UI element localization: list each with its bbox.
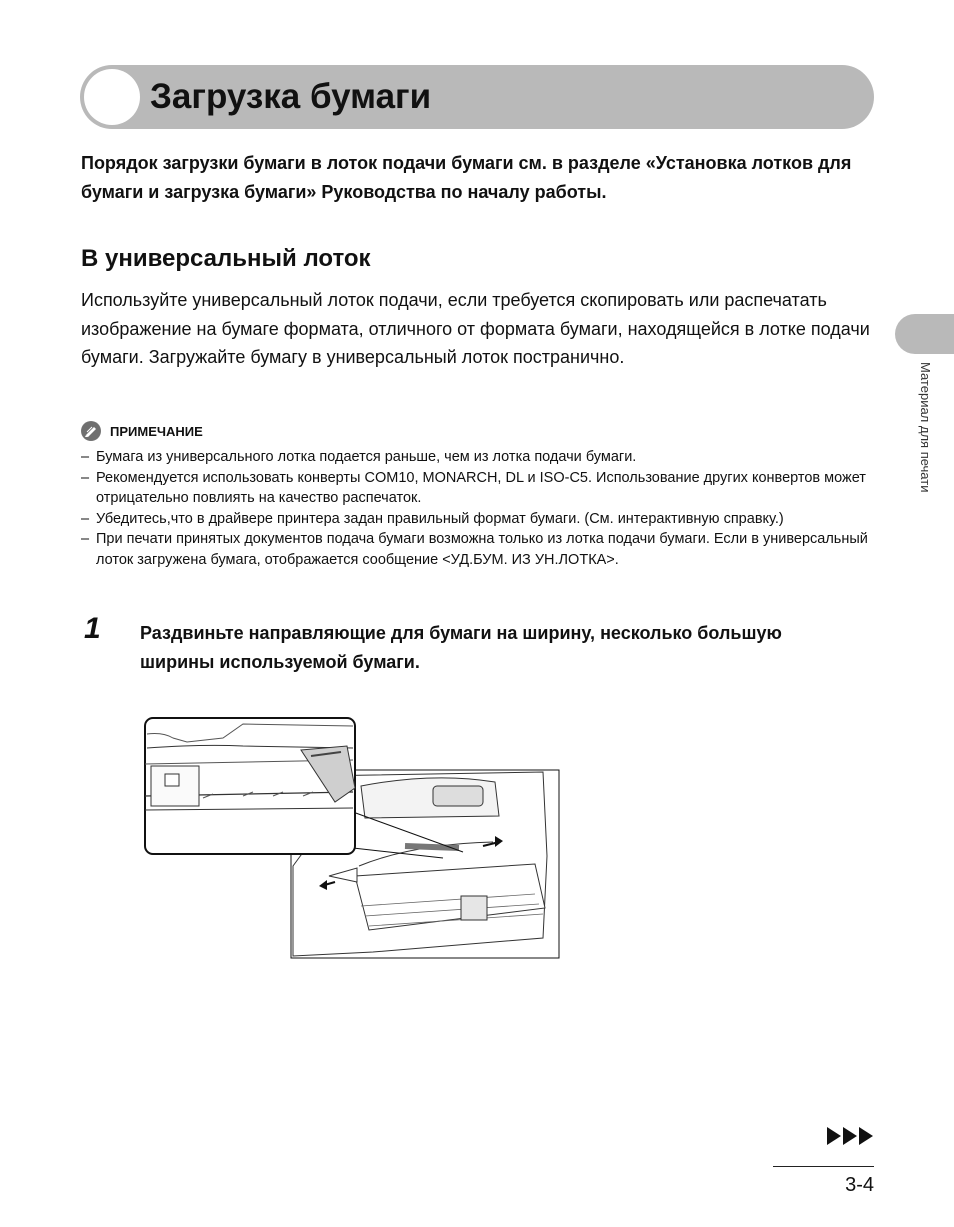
note-item: – Рекомендуется использовать конверты COM10, MONARCH, DL и ISO-C5. Использование других конвертов может отрицательно повлиять на качество распечаток. — [81, 469, 866, 506]
note-item: – Убедитесь,что в драйвере принтера задан правильный формат бумаги. (См. интерактивную справку.) — [81, 510, 784, 527]
chapter-side-label: Материал для печати — [918, 362, 933, 493]
title-circle-ornament — [84, 69, 140, 125]
paper-guide-illustration — [143, 716, 563, 962]
title-bar — [80, 65, 874, 129]
intro-paragraph: Порядок загрузки бумаги в лоток подачи бумаги см. в разделе «Установка лотков для бумаги и загрузка бумаги» Руководства по началу работы. — [81, 153, 852, 202]
note-pencil-icon — [81, 421, 101, 441]
section-body: Используйте универсальный лоток подачи, если требуется скопировать или распечатать изображение на бумаге формата, отличного от формата бумаги, находящейся в лотке подачи бумаги. Загружайте бумагу в универсальный лоток постранично. — [81, 290, 870, 367]
page-number: 3-4 — [845, 1174, 874, 1196]
note-label: ПРИМЕЧАНИЕ — [110, 423, 203, 439]
section-heading: В универсальный лоток — [81, 245, 371, 272]
footer-rule — [773, 1166, 874, 1167]
note-header — [81, 420, 203, 442]
step-number: 1 — [84, 612, 101, 645]
note-item: – При печати принятых документов подача бумаги возможна только из лотка подачи бумаги. Если в универсальный лоток загружена бумага, отображается сообщение <УД.БУМ. ИЗ УН.ЛОТКА>. — [81, 531, 868, 568]
step-instruction: Раздвиньте направляющие для бумаги на ширину, несколько большую ширины используемой бумаги. — [140, 623, 782, 672]
note-item: – Бумага из универсального лотка подается раньше, чем из лотка подачи бумаги. — [81, 449, 637, 465]
chapter-side-tab — [895, 314, 954, 354]
note-list — [81, 447, 871, 570]
page-title: Загрузка бумаги — [150, 77, 432, 116]
next-page-arrows-icon — [826, 1125, 876, 1147]
